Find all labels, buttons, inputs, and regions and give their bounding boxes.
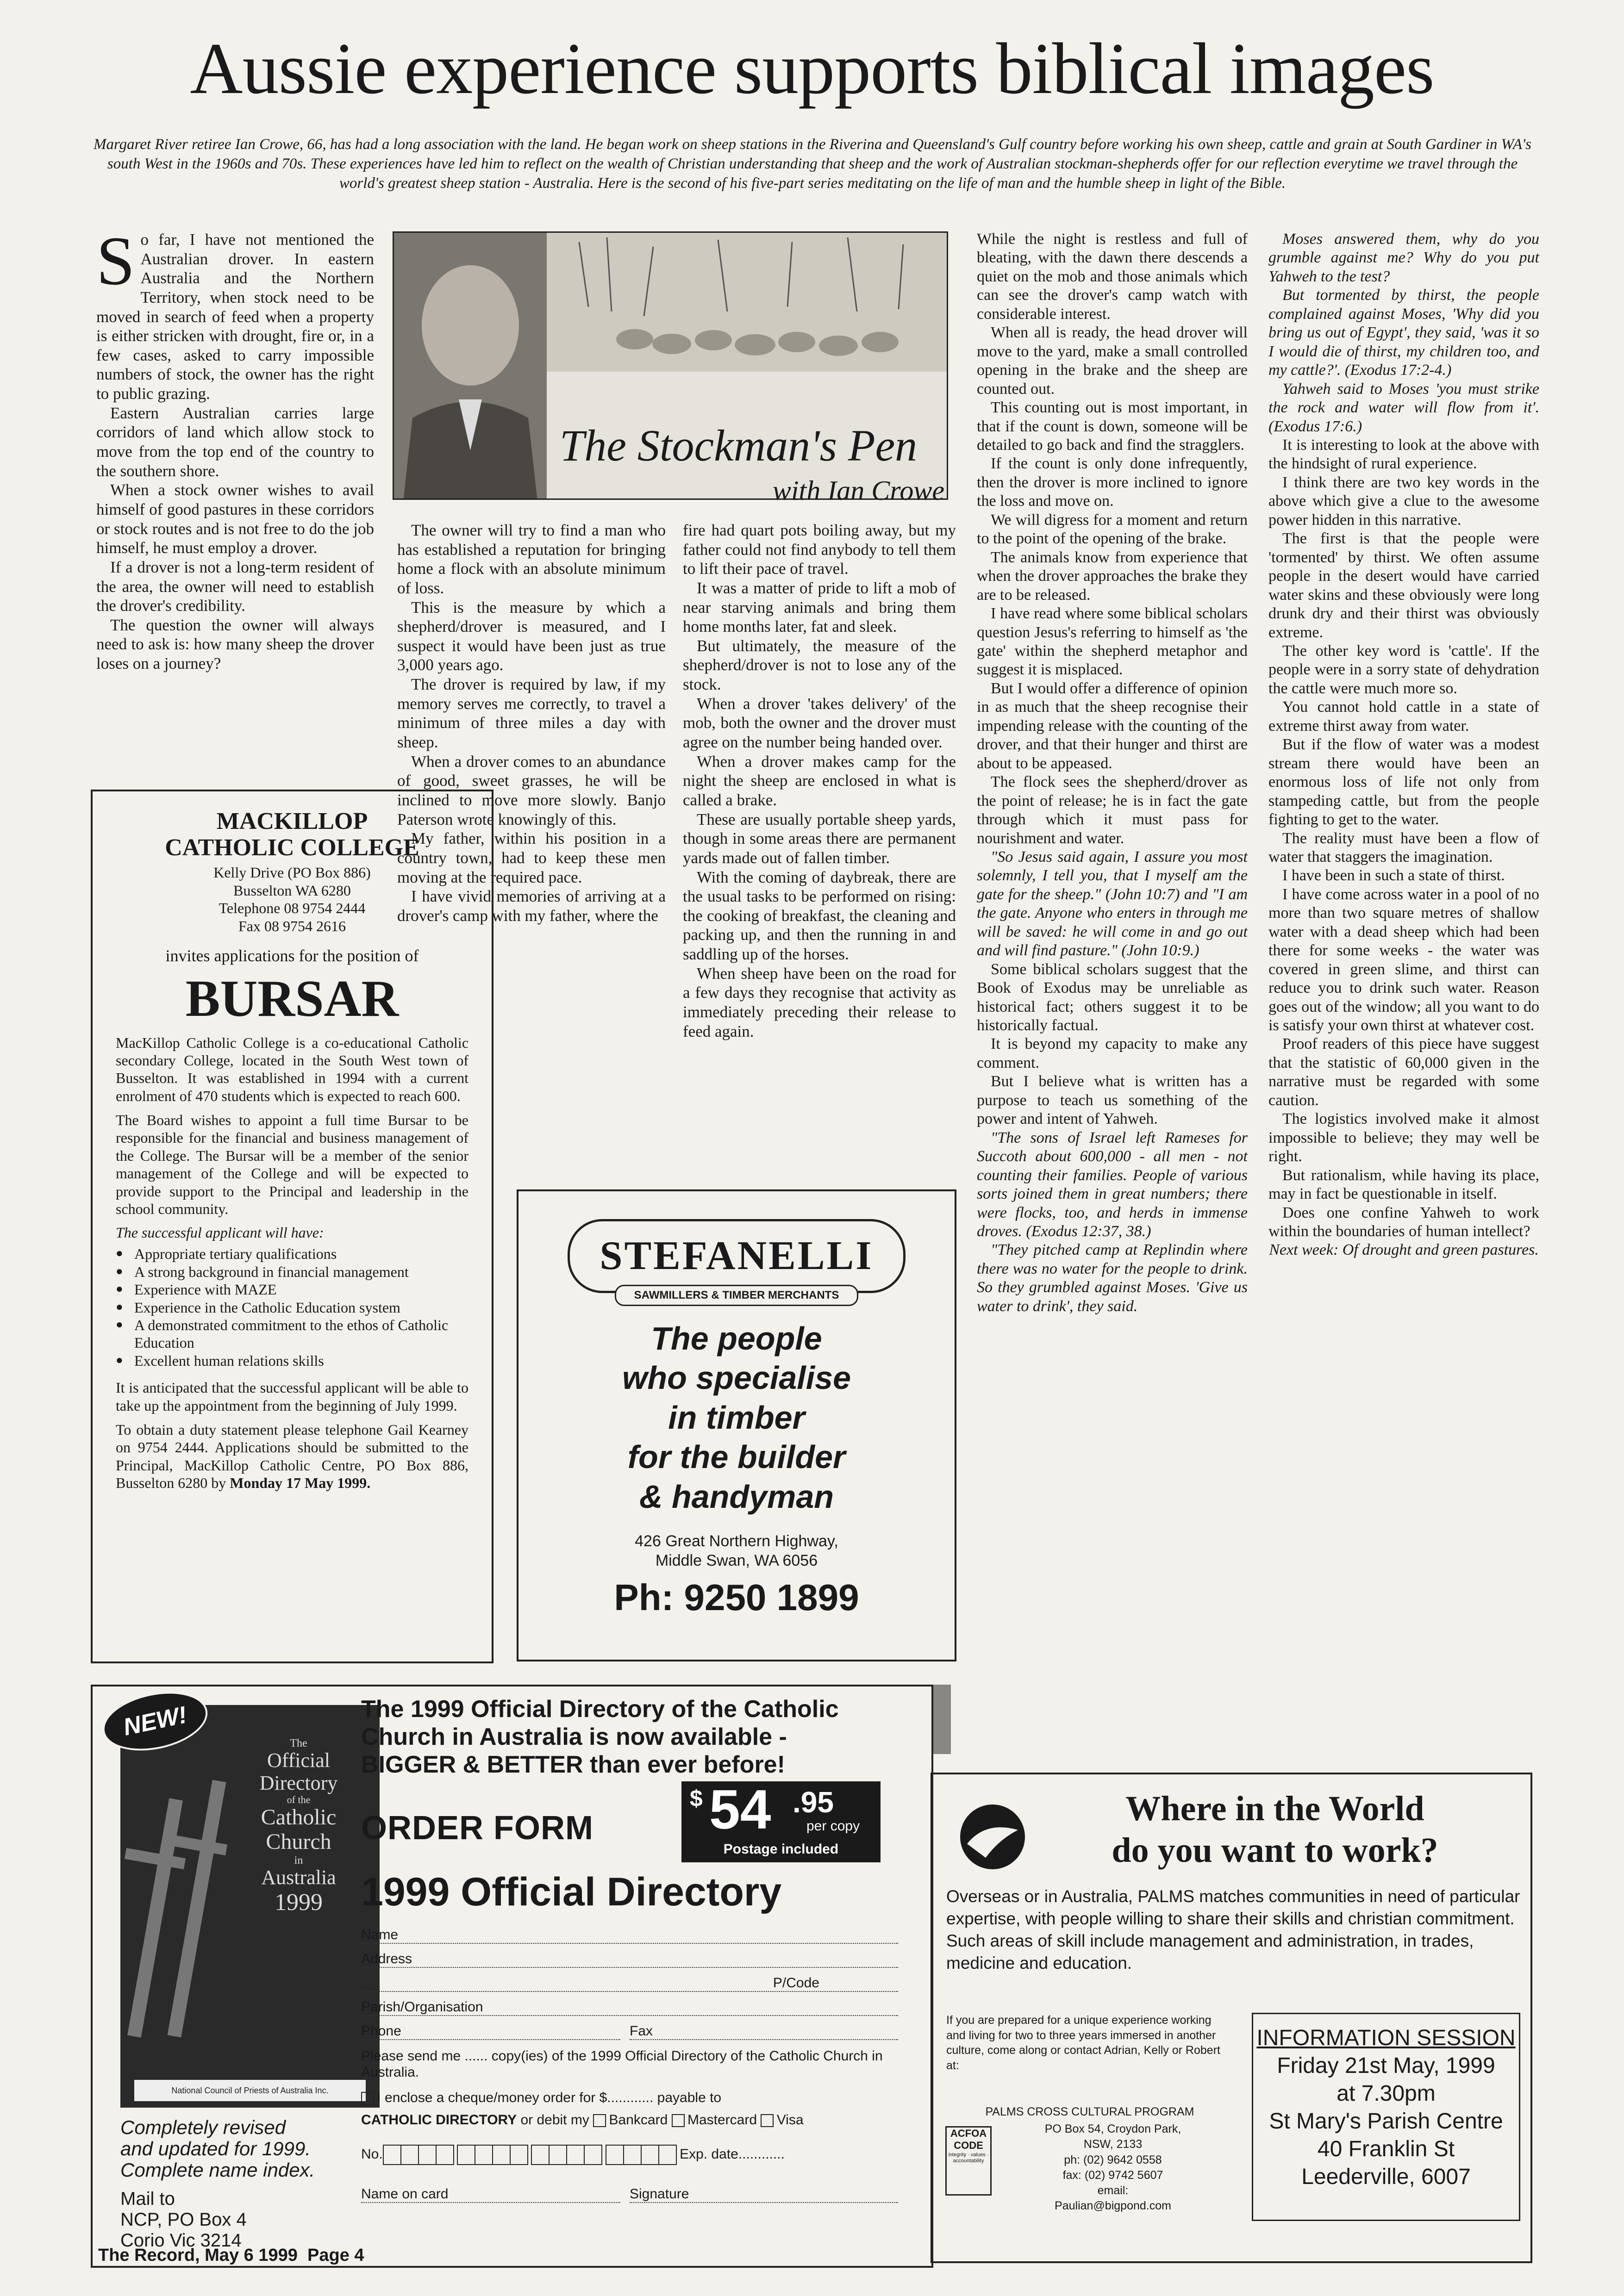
- paragraph: Eastern Australian carries large corridors of land which allow stock to move from the top end of the country to the southern shore.: [96, 404, 374, 480]
- mastercard-checkbox[interactable]: [672, 2114, 685, 2127]
- info-time: at 7.30pm: [1337, 2081, 1436, 2106]
- parish-field[interactable]: [361, 1999, 898, 2016]
- palms-email[interactable]: email: Paulian@bigpond.com: [1055, 2184, 1171, 2213]
- paragraph: If a drover is not a long-term resident of the area, the owner will need to establish the drover's credibility.: [96, 558, 374, 615]
- scripture-quote: "The sons of Israel left Rameses for Succoth about 600,000 - all men - not counting their families. People of various sorts joined them in great numbers; there were flocks, too, and herds in immense droves. (Exodus 12:37, 38.): [977, 1129, 1248, 1240]
- palms-ad: [931, 1773, 1532, 2263]
- address-field[interactable]: [361, 1951, 898, 1968]
- directory-title: 1999 Official Directory: [361, 1870, 782, 1914]
- acfoa-text: ACFOA: [950, 2128, 987, 2139]
- cover-text: Church: [266, 1829, 331, 1854]
- ad-paragraph: The Board wishes to appoint a full time Bursar to be responsible for the financial and business management of the College. The Bursar will be a member of the senior management of the College and will be expected to provide support to the Principal and leadership in the school community.: [116, 1112, 468, 1218]
- paragraph: When a drover 'takes delivery' of the mob, both the owner and the drover must agree on the number being handed over.: [683, 694, 956, 752]
- cover-text: of the: [287, 1794, 311, 1806]
- acfoa-motto: integrity · values · accountability: [948, 2152, 989, 2164]
- mail-address: Corio Vic 3214: [120, 2230, 242, 2251]
- paragraph: You cannot hold cattle in a state of extreme thirst away from water.: [1268, 698, 1539, 734]
- field-label: Name on card: [361, 2186, 449, 2202]
- fax-field[interactable]: [630, 2023, 898, 2040]
- paragraph: The flock sees the shepherd/drover as the point of release; he is in fact the gate through which it must pass for nourishment and water.: [977, 773, 1248, 847]
- ad-paragraph: [116, 1421, 468, 1492]
- name-field[interactable]: [361, 1927, 898, 1944]
- phone-field[interactable]: [361, 2023, 620, 2040]
- paragraph: My father, within his position in a country town, had to keep these men moving at the required pace.: [397, 829, 666, 886]
- paragraph: Does one confine Yahweh to work within the boundaries of human intellect?: [1268, 1204, 1539, 1240]
- paragraph: I think there are two key words in the above which give a clue to the awesome power hidden in this narrative.: [1268, 473, 1539, 529]
- cover-publisher: National Council of Priests of Australia Inc.: [134, 2080, 366, 2101]
- price-symbol: $: [690, 1786, 703, 1811]
- headline: Aussie experience supports biblical images: [190, 28, 1434, 109]
- requirements-list: [116, 1245, 468, 1369]
- cover-text: Australia: [261, 1866, 336, 1889]
- info-heading: INFORMATION SESSION: [1256, 2026, 1516, 2050]
- cover-text: Directory: [259, 1771, 338, 1794]
- paragraph: The drover is required by law, if my memory serves me correctly, to travel a minimum of three miles a day with sheep.: [397, 675, 666, 752]
- palms-phone: ph: (02) 9642 0558: [1064, 2153, 1162, 2166]
- paragraph: The owner will try to find a man who has established a reputation for bringing home a flock with an absolute minimum of loss.: [397, 521, 666, 597]
- postcode-field[interactable]: [361, 1975, 898, 1992]
- stefanelli-phone: Ph: 9250 1899: [614, 1576, 859, 1618]
- paragraph: But rationalism, while having its place, may in fact be questionable in itself.: [1268, 1166, 1539, 1203]
- paragraph: When all is ready, the head drover will move to the yard, make a small controlled opening in the brake and the sheep are counted out.: [977, 324, 1248, 398]
- scripture-quote: "They pitched camp at Replindin where there was no water for the people to drink. So they grumbled against Moses. 'Give us water to drink', they said.: [977, 1241, 1248, 1315]
- stefanelli-subtitle: SAWMILLERS & TIMBER MERCHANTS: [615, 1285, 858, 1306]
- paragraph: The other key word is 'cattle'. If the people were in a sorry state of dehydration the cattle were much more so.: [1268, 642, 1539, 697]
- paragraph: When a stock owner wishes to avail himself of good pastures in these corridors or stock routes and is not free to do the job himself, he must employ a drover.: [96, 481, 374, 557]
- paragraph: But ultimately, the measure of the shepherd/drover is not to lose any of the stock.: [683, 636, 956, 694]
- college-name: CATHOLIC COLLEGE: [165, 834, 419, 861]
- paragraph: fire had quart pots boiling away, but my father could not find anybody to tell them to lift their pace of travel.: [683, 521, 956, 578]
- paragraph: These are usually portable sheep yards, though in some areas there are permanent yards made out of fallen timber.: [683, 810, 956, 867]
- cover-text: in: [294, 1854, 303, 1867]
- paragraph: If the count is only done infrequently, then the drover is more inclined to ignore the loss and move on.: [977, 455, 1248, 510]
- paragraph: We will digress for a moment and return to the point of the opening of the brake.: [977, 511, 1248, 548]
- payment-method: [361, 2112, 898, 2128]
- paragraph: The question the owner will always need to ask is: how many sheep the drover loses on a journey?: [96, 616, 374, 673]
- price-per: per copy: [806, 1818, 860, 1834]
- decorative-bar: [932, 1685, 951, 1754]
- directory-headline: Church in Australia is now available -: [361, 1723, 787, 1750]
- field-label: No.: [361, 2146, 383, 2162]
- new-badge: NEW!: [97, 1683, 213, 1759]
- revised-note: Complete name index.: [120, 2159, 315, 2181]
- palms-address: PO Box 54, Croydon Park,: [1044, 2122, 1181, 2135]
- stefanelli-ad: [517, 1189, 956, 1661]
- cover-year: 1999: [275, 1889, 323, 1916]
- revised-note: and updated for 1999.: [120, 2138, 311, 2160]
- mackillop-bursar-ad: [91, 790, 493, 1663]
- field-label: P/Code: [773, 1975, 819, 1991]
- paragraph: The first is that the people were 'tormented' by thirst. We often assume people in the desert would have carried water skins and these obviously were long drunk dry and their thirst was obviously extreme.: [1268, 530, 1539, 641]
- scripture-quote: Yahweh said to Moses 'you must strike the rock and water will flow from it'. (Exodus 17:6.): [1268, 380, 1539, 435]
- information-session-box: [1252, 2013, 1520, 2221]
- price-box: [681, 1781, 881, 1862]
- payee: CATHOLIC DIRECTORY: [361, 2112, 517, 2128]
- standfirst: Margaret River retiree Ian Crowe, 66, has had a long association with the land. He began work on sheep stations in the Riverina and Queensland's Gulf country before working his own sheep, cattle and grain at South Gardiner in WA's south West in the 1960s and 70s. These experiences have led him to reflect on the wealth of Christian understanding that sheep and the work of Australian stockman-shepherds offer for our reflection everytime we travel through the world's greatest sheep station - Australia. Here is the second of his five-part series meditating on the life of man and the humble sheep in light of the Bible.: [94, 136, 1531, 192]
- cover-text: The: [290, 1737, 307, 1749]
- directory-cover: [120, 1705, 380, 2108]
- paragraph: I have been in such a state of thirst.: [1282, 867, 1505, 884]
- cheque-checkbox[interactable]: [361, 2092, 374, 2105]
- portrait-face: [422, 265, 519, 386]
- cheque-option: [361, 2090, 898, 2106]
- deadline: Monday 17 May 1999.: [230, 1475, 371, 1492]
- article-column-3: [683, 521, 956, 1041]
- college-address: Kelly Drive (PO Box 886): [213, 864, 371, 881]
- college-phone: Telephone 08 9754 2444: [219, 900, 366, 917]
- order-form-title: ORDER FORM: [361, 1810, 593, 1847]
- list-item: ● Experience in the Catholic Education system: [134, 1299, 468, 1316]
- tagline: in timber: [668, 1399, 805, 1436]
- position-title: BURSAR: [185, 970, 399, 1027]
- stefanelli-address: Middle Swan, WA 6056: [655, 1552, 818, 1570]
- palms-title: Where in the World: [1125, 1789, 1424, 1828]
- name-on-card-field[interactable]: [361, 2186, 620, 2203]
- ad-paragraph: MacKillop Catholic College is a co-educational Catholic secondary College, located in the South West town of Busselton. It was established in 1994 with a current enrolment of 470 students which is expected to reach 600.: [116, 1034, 468, 1104]
- palms-prepared: If you are prepared for a unique experience working and living for two to three years immersed in another culture, come along or contact Adrian, Kelly or Robert at:: [946, 2014, 1220, 2072]
- field-label: Bankcard: [609, 2112, 668, 2128]
- paragraph: When sheep have been on the road for a few days they recognise that activity as immediately preceding their release to feed again.: [683, 964, 956, 1040]
- paragraph: It is beyond my capacity to make any comment.: [977, 1035, 1248, 1071]
- field-label: Fax: [630, 2023, 653, 2039]
- ad-paragraph: It is anticipated that the successful applicant will be able to take up the appointment from the beginning of July 1999.: [116, 1379, 468, 1414]
- college-address: Busselton WA 6280: [233, 882, 351, 899]
- field-label: Parish/Organisation: [361, 1999, 483, 2015]
- paragraph: I have come across water in a pool of no more than two square metres of shallow water with a dead sheep which had been there for some weeks - the water was covered in green slime, and thirst can reduce you to drink such water. Reason goes out of the window; all you want to do is satisfy your own thirst at whatever cost.: [1268, 885, 1539, 1034]
- field-label: Mastercard: [687, 2112, 757, 2128]
- info-date: Friday 21st May, 1999: [1277, 2053, 1495, 2078]
- field-label: Visa: [776, 2112, 804, 2128]
- list-item: ● Excellent human relations skills: [134, 1352, 468, 1369]
- paragraph: With the coming of daybreak, there are the usual tasks to be performed on rising: the cooking of breakfast, the cleaning and packing up, and then the running in and saddling up of the horses.: [683, 868, 956, 964]
- cover-text: Official: [267, 1749, 331, 1772]
- acfoa-text: CODE: [954, 2140, 983, 2152]
- column-byline: with Ian Crowe: [772, 475, 944, 506]
- palms-body: Overseas or in Australia, PALMS matches communities in need of particular expertise, with people willing to share their skills and christian commitment. Such areas of skill include management and administration, in trades, medicine and education.: [946, 1887, 1520, 1973]
- paragraph: This counting out is most important, in that if the count is down, someone will be detailed to go back and find the stragglers.: [977, 399, 1248, 454]
- mail-to: Mail to: [120, 2189, 175, 2209]
- globe-logo-icon: [958, 1802, 1027, 1872]
- paragraph: It was a matter of pride to lift a mob of near starving animals and bring them home months later, fat and sleek.: [683, 579, 956, 636]
- paragraph: But if the flow of water was a modest stream there would have been an enormous loss of life not only from stampeding cattle, but from the people fighting to get to the water.: [1268, 736, 1539, 828]
- college-name: MACKILLOP: [216, 808, 368, 834]
- copies-request: Please send me ...... copy(ies) of the 1999 Official Directory of the Catholic Church in Australia.: [361, 2048, 883, 2080]
- field-label: or debit my: [520, 2112, 589, 2128]
- article-column-4: [977, 230, 1248, 1316]
- paragraph: It is interesting to look at the above with the hindsight of rural experience.: [1268, 436, 1539, 473]
- page-footer: The Record, May 6 1999 Page 4: [98, 2246, 364, 2265]
- list-item: ● Appropriate tertiary qualifications: [134, 1245, 468, 1263]
- list-item: ● A strong background in financial management: [134, 1263, 468, 1281]
- price-main: 54: [709, 1779, 771, 1841]
- field-label: Name: [361, 1927, 399, 1942]
- field-label: Signature: [630, 2186, 689, 2202]
- requirements-heading: The successful applicant will have:: [116, 1224, 324, 1241]
- column-title: The Stockman's Pen: [559, 421, 918, 470]
- tagline: & handyman: [639, 1478, 834, 1515]
- info-street: 40 Franklin St: [1317, 2137, 1455, 2161]
- signature-field[interactable]: [630, 2186, 898, 2203]
- stefanelli-logo: STEFANELLI: [568, 1219, 906, 1293]
- field-label: I enclose a cheque/money order for $............ payable to: [377, 2090, 722, 2105]
- info-suburb: Leederville, 6007: [1301, 2165, 1471, 2189]
- paragraph: The logistics involved make it almost impossible to believe; they may well be right.: [1268, 1110, 1539, 1165]
- palms-address: NSW, 2133: [1083, 2138, 1143, 2151]
- paragraph: o far, I have not mentioned the Australian drover. In eastern Australia and the Northern Territory, when stock need to be moved in search of feed when a property is either stricken with drought, fire or, in a few cases, asked to carry impossible numbers of stock, the owner has the right to public grazing.: [96, 230, 374, 403]
- tagline: for the builder: [627, 1439, 846, 1475]
- cover-text: Catholic: [261, 1805, 337, 1830]
- paragraph: I have vivid memories of arriving at a drover's camp with my father, where the: [397, 887, 666, 925]
- invites-text: invites applications for the position of: [165, 946, 419, 965]
- list-item: ● Experience with MAZE: [134, 1281, 468, 1298]
- article-column-5: [1268, 230, 1539, 1260]
- field-label: Phone: [361, 2023, 401, 2039]
- paragraph: The reality must have been a flow of water that staggers the imagination.: [1268, 829, 1539, 865]
- tagline: The people: [651, 1320, 822, 1356]
- acfoa-logo: [945, 2126, 992, 2196]
- info-venue: St Mary's Parish Centre: [1269, 2109, 1503, 2134]
- list-item: ● A demonstrated commitment to the ethos of Catholic Education: [134, 1316, 468, 1352]
- paragraph: Some biblical scholars suggest that the Book of Exodus may be unreliable as historical fact; others suggest it to be historically factual.: [977, 960, 1248, 1034]
- tagline: who specialise: [622, 1360, 851, 1396]
- directory-headline: BIGGER & BETTER than ever before!: [361, 1751, 785, 1778]
- paragraph: Proof readers of this piece have suggest that the statistic of 60,000 given in the narrative must be regarded with some caution.: [1268, 1035, 1539, 1109]
- next-week-note: Next week: Of drought and green pastures.: [1269, 1241, 1539, 1259]
- scripture-quote: But tormented by thirst, the people complained against Moses, 'Why did you bring us out of Egypt', they said, 'was it so I would die of thirst, my children too, and my cattle?'. (Exodus 17:2-4.): [1268, 286, 1539, 379]
- postage-note: Postage included: [723, 1842, 839, 1857]
- card-number-field[interactable]: [361, 2145, 917, 2165]
- paragraph: When a drover makes camp for the night the sheep are enclosed in what is called a brake.: [683, 752, 956, 809]
- dropcap: S: [96, 223, 135, 299]
- field-label: Address: [361, 1951, 412, 1966]
- paragraph: The animals know from experience that when the drover approaches the brake they are to be released.: [977, 548, 1248, 604]
- article-column-1: [96, 223, 374, 673]
- scripture-quote: Moses answered them, why do you grumble against me? Why do you put Yahweh to the test?: [1268, 230, 1539, 285]
- paragraph: But I would offer a difference of opinion in as much that the sheep recognise their impending release with the counting of the drover, and that their hunger and thirst are about to be appeased.: [977, 679, 1248, 772]
- college-fax: Fax 08 9754 2616: [238, 917, 346, 934]
- expiry-field[interactable]: Exp. date............: [680, 2146, 785, 2162]
- palms-fax: fax: (02) 9742 5607: [1062, 2168, 1163, 2182]
- paragraph: This is the measure by which a shepherd/drover is measured, and I suspect it would have been just as true 3,000 years ago.: [397, 598, 666, 674]
- mail-address: NCP, PO Box 4: [120, 2209, 247, 2230]
- paragraph: When a drover comes to an abundance of good, sweet grasses, he will be inclined to move more slowly. Banjo Paterson wrote knowingly of this.: [397, 752, 666, 828]
- palms-title: do you want to work?: [1112, 1830, 1438, 1870]
- ad-paragraph-text: To obtain a duty statement please telephone Gail Kearney on 9754 2444. Applications should be submitted to the Principal, MacKillop Catholic Centre, PO Box 886, Busselton 6280 by: [116, 1421, 468, 1492]
- paragraph: But I believe what is written has a purpose to teach us something of the power and intent of Yahweh.: [977, 1073, 1248, 1128]
- paragraph: While the night is restless and full of bleating, with the dawn there descends a quiet on the mob and those animals which can see the drover's camp watch with considerable interest.: [977, 230, 1248, 323]
- paragraph: I have read where some biblical scholars question Jesus's referring to himself as 'the gate' within the shepherd metaphor and suggest it is misplaced.: [977, 605, 1248, 678]
- directory-headline: The 1999 Official Directory of the Catholic: [361, 1696, 839, 1723]
- bankcard-checkbox[interactable]: [593, 2114, 606, 2127]
- price-cents: .95: [793, 1786, 834, 1819]
- scripture-quote: "So Jesus said again, I assure you most solemnly, I tell you, that I myself am the gate for the sheep." (John 10:7) and "I am the gate. Anyone who enters in through me will be saved: he will come in and go out and will find pasture." (John 10:9.): [977, 848, 1248, 959]
- revised-note: Completely revised: [120, 2116, 286, 2138]
- order-form: [361, 1927, 917, 2251]
- palms-program: PALMS CROSS CULTURAL PROGRAM: [985, 2105, 1194, 2118]
- stefanelli-address: 426 Great Northern Highway,: [635, 1532, 838, 1550]
- visa-checkbox[interactable]: [761, 2114, 774, 2127]
- official-directory-ad: [91, 1685, 933, 2268]
